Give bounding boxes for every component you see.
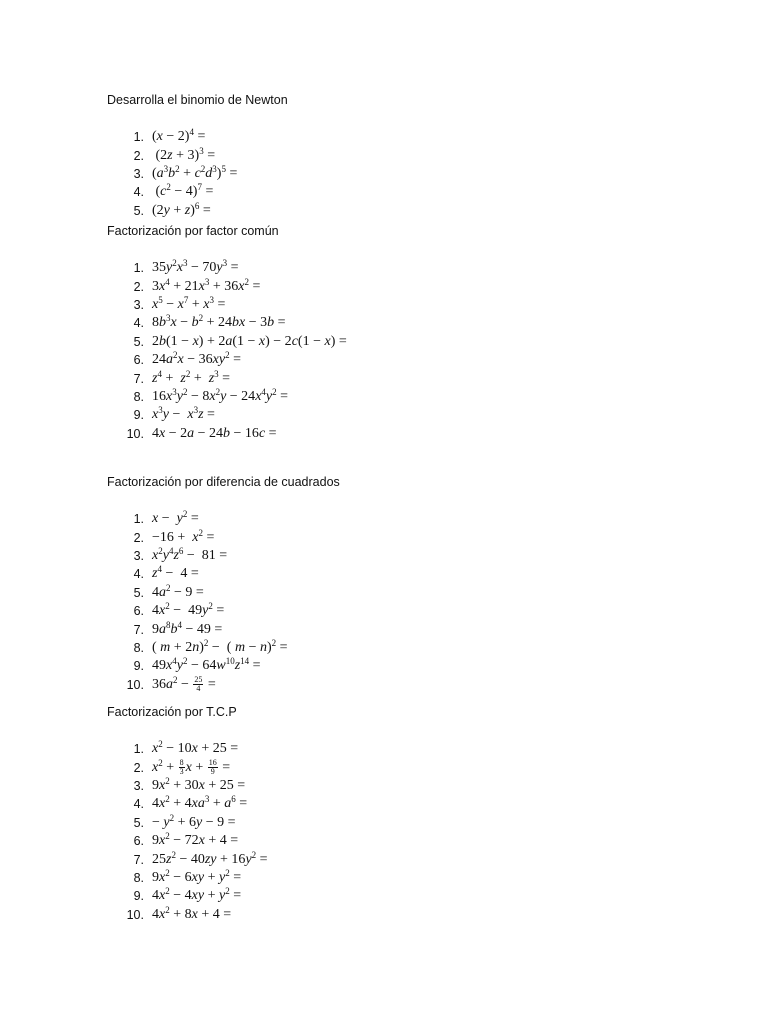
exercise-expression: $x^5 - x^7 + x^3$ = bbox=[152, 294, 226, 312]
exercise-number: 6. bbox=[133, 353, 144, 368]
exercise-item bbox=[107, 850, 667, 868]
exercise-number: 9. bbox=[133, 659, 144, 674]
exercise-expression: − $y^2 + 6y - 9$ = bbox=[152, 812, 236, 830]
exercise-item bbox=[107, 676, 667, 694]
exercise-item bbox=[107, 314, 667, 332]
exercise-item bbox=[107, 351, 667, 369]
exercise-item bbox=[107, 388, 667, 406]
exercise-number: 5. bbox=[133, 585, 144, 600]
exercise-expression: $3x^4 + 21x^3 + 36x^2$ = bbox=[152, 276, 261, 294]
exercise-item bbox=[107, 584, 667, 602]
exercise-expression: $(c^2 - 4)^7$ = bbox=[152, 182, 214, 200]
exercise-item bbox=[107, 183, 667, 201]
exercise-expression: $x^2 - 10x + 25$ = bbox=[152, 739, 239, 757]
exercise-item bbox=[107, 369, 667, 387]
exercise-expression: $(x - 2)^4$ = bbox=[152, 127, 206, 145]
exercise-item bbox=[107, 795, 667, 813]
exercise-item bbox=[107, 906, 667, 924]
exercise-number: 1. bbox=[133, 742, 144, 757]
exercise-number: 2. bbox=[133, 148, 144, 163]
exercise-list bbox=[107, 510, 667, 694]
exercise-number: 1. bbox=[133, 512, 144, 527]
exercise-number: 8. bbox=[133, 870, 144, 885]
exercise-number: 5. bbox=[133, 334, 144, 349]
exercise-number: 4. bbox=[133, 316, 144, 331]
exercise-expression: $x^2y^4z^6 - 81$ = bbox=[152, 545, 228, 563]
exercise-number: 2. bbox=[133, 530, 144, 545]
exercise-number: 8. bbox=[133, 640, 144, 655]
exercise-expression: $9x^2 - 72x + 4$ = bbox=[152, 831, 239, 849]
exercise-expression: $4x^2 - 49y^2$ = bbox=[152, 601, 225, 619]
exercise-item bbox=[107, 740, 667, 758]
exercise-item bbox=[107, 832, 667, 850]
exercise-expression: $z^4 + z^2 + z^3$ = bbox=[152, 368, 231, 386]
exercise-item bbox=[107, 277, 667, 295]
exercise-item bbox=[107, 814, 667, 832]
exercise-item bbox=[107, 565, 667, 583]
exercise-list bbox=[107, 128, 667, 220]
exercise-expression: $(2y + z)^6$ = bbox=[152, 200, 211, 218]
exercise-item bbox=[107, 202, 667, 220]
exercise-expression: 4x − 2a − 24b − 16c = bbox=[152, 425, 277, 441]
section-factor-comun bbox=[107, 221, 667, 443]
exercise-expression: $24a^2x - 36xy^2$ = bbox=[152, 350, 241, 368]
exercise-expression: $9a^8b^4 - 49$ = bbox=[152, 619, 223, 637]
exercise-number: 5. bbox=[133, 203, 144, 218]
section-diferencia-cuadrados bbox=[107, 472, 667, 694]
exercise-item bbox=[107, 620, 667, 638]
exercise-number: 2. bbox=[133, 760, 144, 775]
exercise-number: 4. bbox=[133, 567, 144, 582]
exercise-number: 5. bbox=[133, 815, 144, 830]
exercise-item bbox=[107, 406, 667, 424]
exercise-expression: $4x^2 + 8x + 4$ = bbox=[152, 904, 232, 922]
exercise-expression: $4x^2 + 4xa^3 + a^6$ = bbox=[152, 794, 248, 812]
exercise-number: 10. bbox=[126, 426, 144, 441]
exercise-expression: $35y^2x^3 - 70y^3$ = bbox=[152, 258, 239, 276]
section-heading: Desarrolla el binomio de Newton bbox=[107, 93, 288, 107]
exercise-number: 7. bbox=[133, 852, 144, 867]
exercise-number: 10. bbox=[126, 677, 144, 692]
exercise-number: 10. bbox=[126, 907, 144, 922]
exercise-item bbox=[107, 869, 667, 887]
exercise-number: 1. bbox=[133, 261, 144, 276]
exercise-number: 9. bbox=[133, 889, 144, 904]
exercise-number: 3. bbox=[133, 548, 144, 563]
exercise-item bbox=[107, 333, 667, 351]
section-heading: Factorización por factor común bbox=[107, 224, 279, 238]
exercise-number: 3. bbox=[133, 166, 144, 181]
exercise-expression: $25z^2 - 40zy + 16y^2$ = bbox=[152, 849, 268, 867]
exercise-item bbox=[107, 165, 667, 183]
exercise-expression: $8b^3x - b^2 + 24bx - 3b$ = bbox=[152, 313, 286, 331]
exercise-item bbox=[107, 602, 667, 620]
section-heading: Factorización por T.C.P bbox=[107, 705, 237, 719]
section-binomio-newton bbox=[107, 90, 667, 220]
exercise-number: 7. bbox=[133, 622, 144, 637]
exercise-number: 1. bbox=[133, 130, 144, 145]
exercise-expression: $(a^3b^2 + c^2d^3)^5$ = bbox=[152, 163, 238, 181]
exercise-item bbox=[107, 547, 667, 565]
exercise-item bbox=[107, 296, 667, 314]
exercise-list bbox=[107, 259, 667, 443]
exercise-item bbox=[107, 528, 667, 546]
exercise-number: 6. bbox=[133, 834, 144, 849]
exercise-item bbox=[107, 887, 667, 905]
exercise-expression: $4x^2 - 4xy + y^2$ = bbox=[152, 886, 242, 904]
exercise-expression: $-16 + x^2$ = bbox=[152, 527, 215, 545]
exercise-item bbox=[107, 128, 667, 146]
exercise-expression: 2b(1 − x) + 2a(1 − x) − 2c(1 − x) = bbox=[152, 333, 347, 349]
exercise-expression: $z^4 - 4$ = bbox=[152, 564, 199, 582]
exercise-expression: $9x^2 - 6xy + y^2$ = bbox=[152, 867, 242, 885]
exercise-number: 3. bbox=[133, 778, 144, 793]
exercise-item bbox=[107, 639, 667, 657]
exercise-number: 8. bbox=[133, 389, 144, 404]
exercise-number: 4. bbox=[133, 797, 144, 812]
exercise-item bbox=[107, 758, 667, 776]
exercise-number: 4. bbox=[133, 185, 144, 200]
section-tcp bbox=[107, 702, 667, 924]
exercise-expression: $49x^4y^2 - 64w^{10}z^{14}$ = bbox=[152, 656, 261, 674]
exercise-expression: ( m + 2n)$^2$ − ( m − n)$^2$ = bbox=[152, 637, 288, 655]
exercise-number: 9. bbox=[133, 408, 144, 423]
exercise-item bbox=[107, 510, 667, 528]
exercise-expression: $x - y^2$ = bbox=[152, 509, 199, 527]
exercise-expression: $16x^3y^2 - 8x^2y - 24x^4y^2$ = bbox=[152, 386, 289, 404]
exercise-number: 3. bbox=[133, 297, 144, 312]
exercise-item bbox=[107, 425, 667, 443]
exercise-expression: $4a^2 - 9$ = bbox=[152, 582, 204, 600]
exercise-number: 6. bbox=[133, 604, 144, 619]
exercise-expression: $(2z + 3)^3$ = bbox=[152, 145, 216, 163]
exercise-list bbox=[107, 740, 667, 924]
section-heading: Factorización por diferencia de cuadrados bbox=[107, 475, 340, 489]
exercise-item bbox=[107, 259, 667, 277]
exercise-expression: $x^3y - x^3z$ = bbox=[152, 405, 215, 423]
exercise-item bbox=[107, 146, 667, 164]
exercise-item bbox=[107, 657, 667, 675]
exercise-expression: $36a^2$ − $\frac{25}{4}$ = bbox=[152, 674, 216, 694]
exercise-item bbox=[107, 777, 667, 795]
exercise-number: 7. bbox=[133, 371, 144, 386]
exercise-expression: $9x^2 + 30x + 25$ = bbox=[152, 775, 246, 793]
exercise-number: 2. bbox=[133, 279, 144, 294]
exercise-expression: $x^2$ + $\frac{8}{3}$ x + $\frac{16}{9}$ = bbox=[152, 757, 231, 777]
